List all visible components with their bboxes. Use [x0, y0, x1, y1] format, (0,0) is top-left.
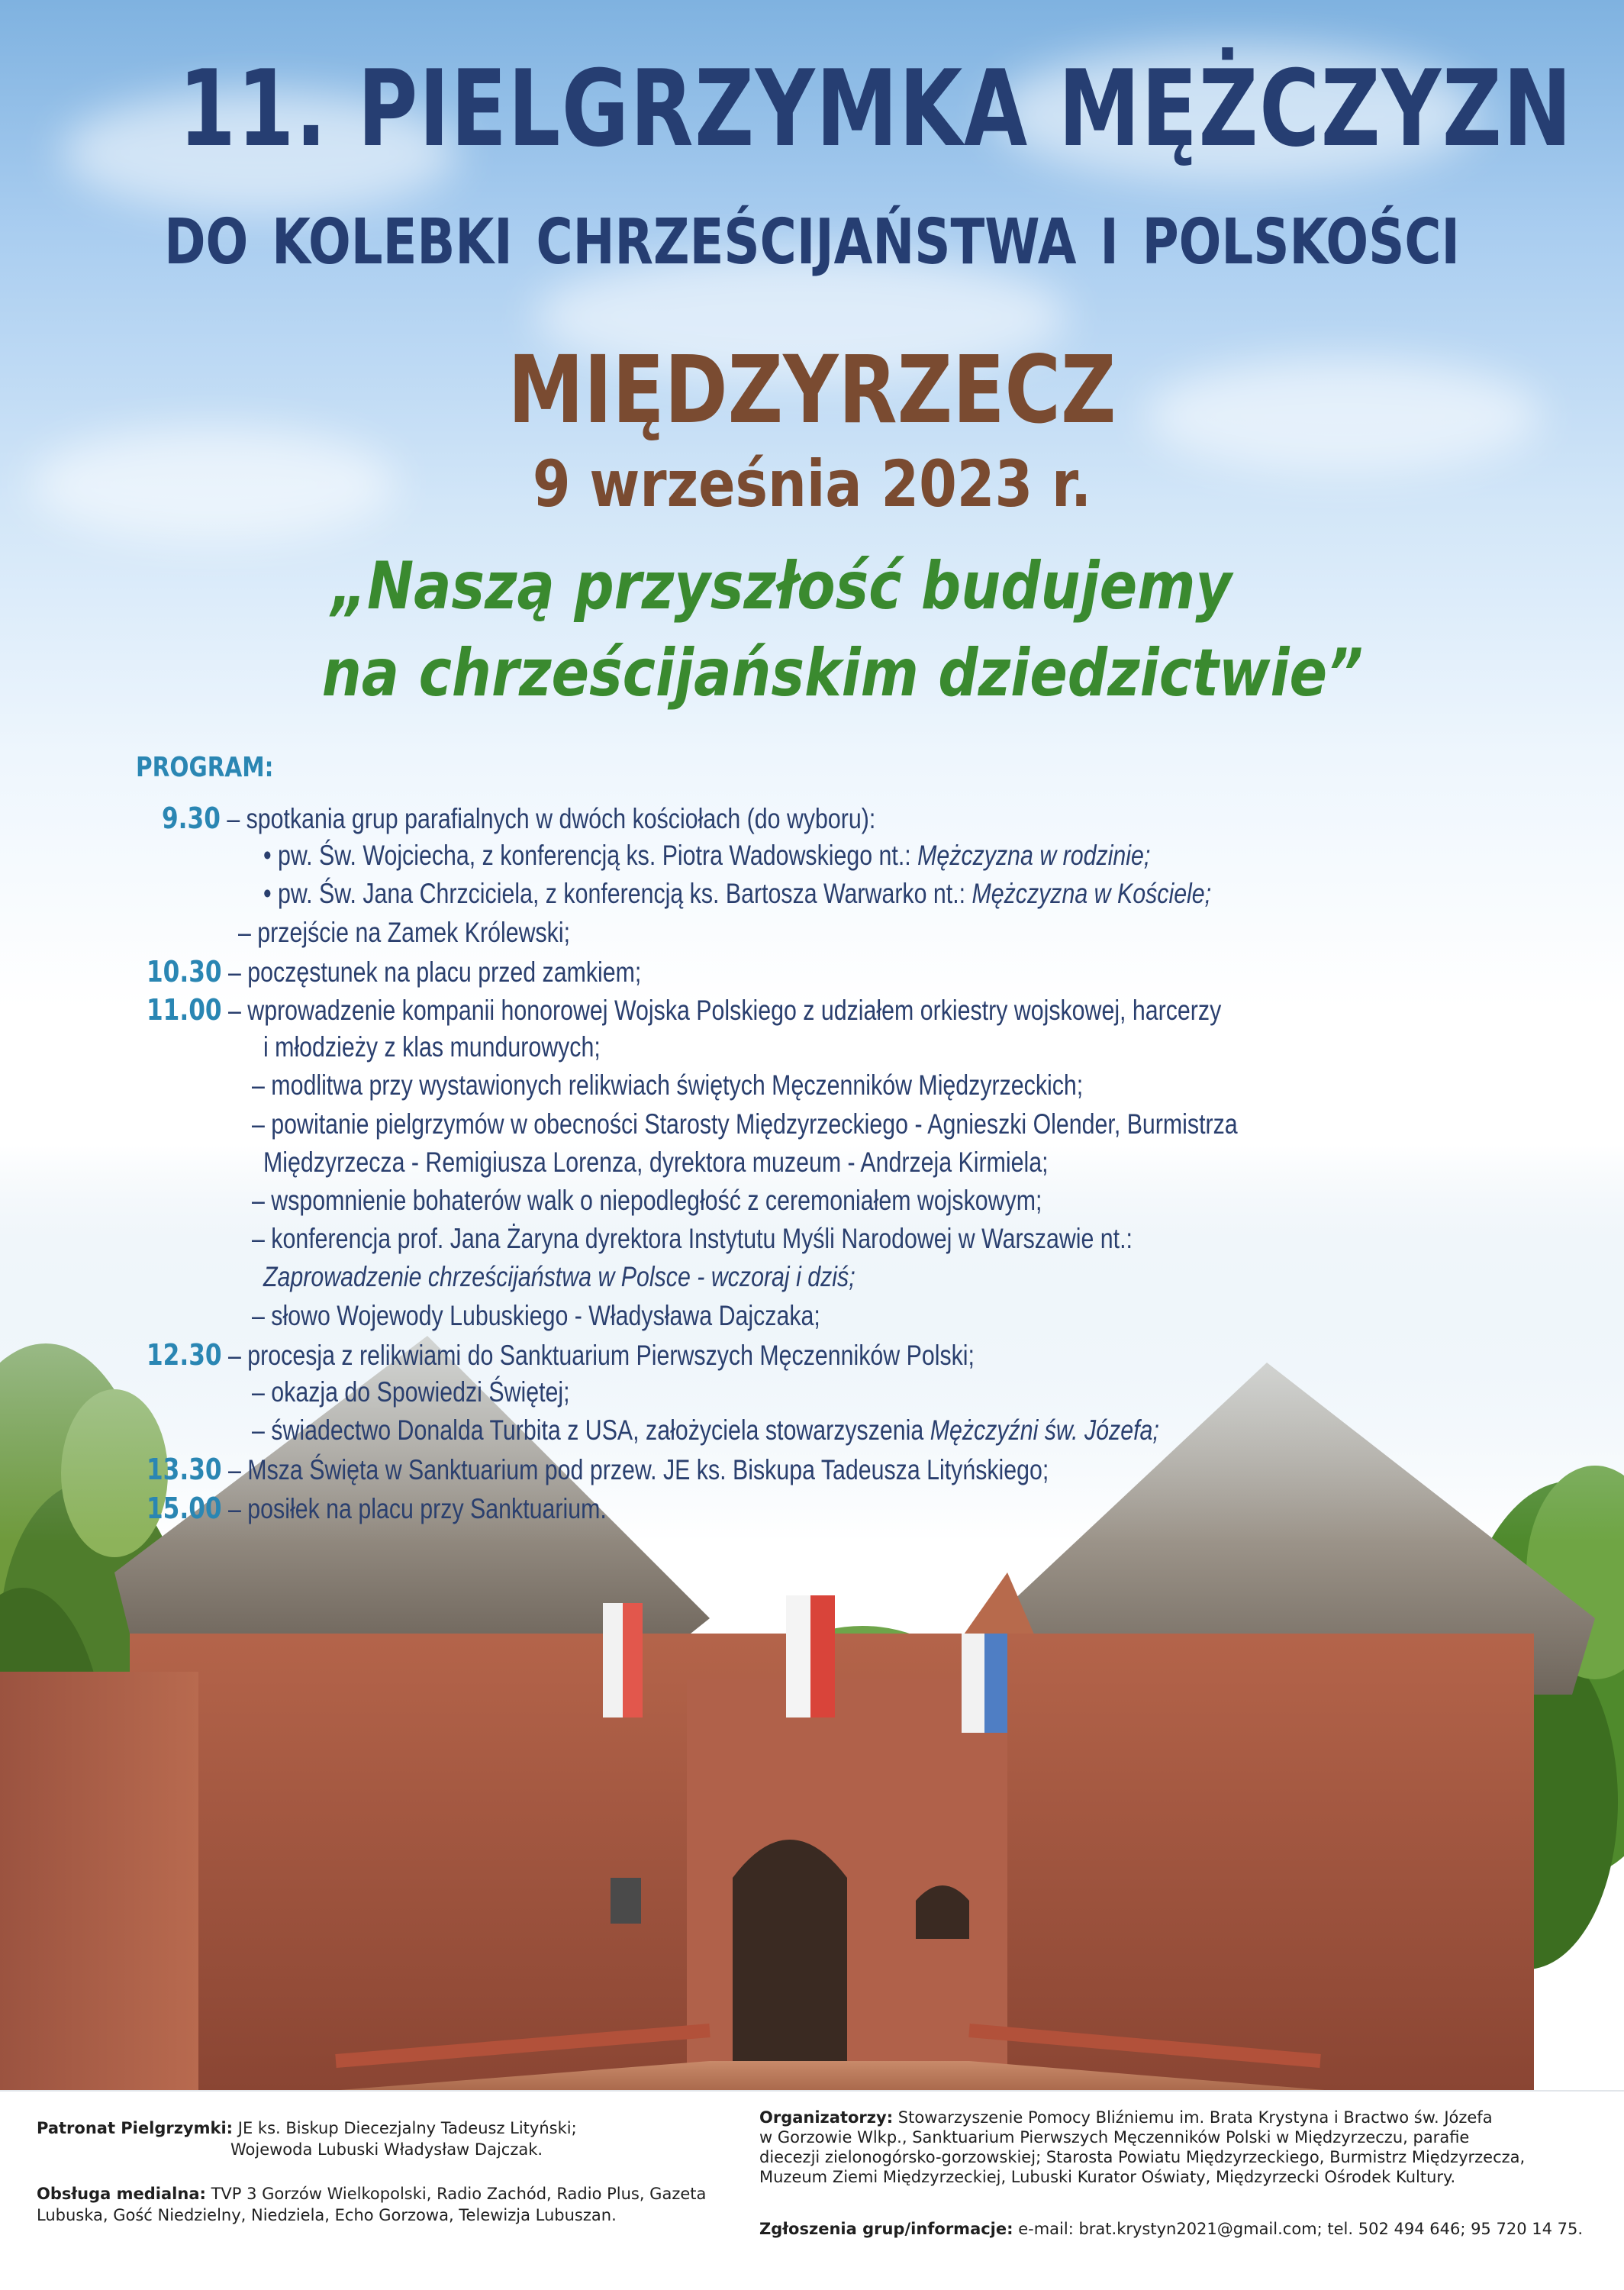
motto-line-1: „Naszą przyszłość budujemy: [330, 548, 1232, 624]
program-text: – spotkania grup parafialnych w dwóch kościołach (do wyboru):: [220, 803, 876, 834]
event-date: 9 września 2023 r.: [532, 447, 1092, 521]
program-row: [252, 1376, 570, 1408]
program-text: – wspomnienie bohaterów walk o niepodległość z ceremoniałem wojskowym;: [252, 1185, 1042, 1216]
program-row: [252, 1108, 1238, 1140]
program-row: [147, 1453, 1049, 1486]
program-row: [263, 1031, 601, 1063]
program-text: – modlitwa przy wystawionych relikwiach świętych Męczenników Międzyrzeckich;: [252, 1069, 1084, 1101]
program-title: PROGRAM:: [136, 752, 274, 783]
program-text: – wprowadzenie kompanii honorowej Wojska Polskiego z udziałem orkiestry wojskowej, harcerzy: [221, 995, 1222, 1026]
organizers-label: Organizatorzy:: [759, 2108, 894, 2127]
organizers-line-1: Stowarzyszenie Pomocy Bliźniemu im. Brata Krystyna i Bractwo św. Józefa: [897, 2108, 1493, 2127]
program-text: – procesja z relikwiami do Sanktuarium Pierwszych Męczenników Polski;: [221, 1340, 975, 1371]
program-row: [162, 802, 875, 835]
program-time: 13.30: [147, 1453, 222, 1486]
organizers-line-3: diecezji zielonogórsko-gorzowskiej; Starosta Powiatu Międzyrzeckiego, Burmistrz Międzyrzecza,: [759, 2148, 1526, 2166]
program-topic: Mężczyzna w Kościele;: [972, 878, 1212, 909]
place-name: MIĘDZYRZECZ: [508, 336, 1116, 444]
gate-arch: [733, 1840, 847, 2092]
program-time: 10.30: [147, 955, 222, 989]
program-text: – powitanie pielgrzymów w obecności Starosty Międzyrzeckiego - Agnieszki Olender, Burmistrza: [252, 1108, 1238, 1140]
program-time: 12.30: [147, 1338, 222, 1372]
media-line-1: TVP 3 Gorzów Wielkopolski, Radio Zachód, Radio Plus, Gazeta: [211, 2185, 707, 2203]
program-row: [238, 917, 570, 949]
program-time: 9.30: [162, 802, 221, 835]
program-text: – przejście na Zamek Królewski;: [238, 917, 571, 948]
contact-info: e-mail: brat.krystyn2021@gmail.com; tel. 502 494 646; 95 720 14 75.: [1018, 2220, 1584, 2238]
organizers: [759, 2107, 1493, 2128]
page-title: 11. PIELGRZYMKA MĘŻCZYZN: [179, 47, 1574, 170]
program-text: – posiłek na placu przy Sanktuarium.: [221, 1493, 607, 1524]
organizers-line-4: Muzeum Ziemi Międzyrzeckiej, Lubuski Kurator Oświaty, Międzyrzecki Ośrodek Kultury.: [759, 2168, 1456, 2186]
contact: [759, 2218, 1583, 2240]
patronat-line-2: Wojewoda Lubuski Władysław Dajczak.: [230, 2140, 543, 2159]
patronat-line-1: JE ks. Biskup Diecezjalny Tadeusz Lityński;: [237, 2119, 577, 2137]
program-row: [263, 840, 1150, 872]
patronat-label: Patronat Pielgrzymki:: [37, 2119, 234, 2137]
program-row: [147, 1338, 975, 1372]
program-text: – Msza Święta w Sanktuarium pod przew. JE ks. Biskupa Tadeusza Lityńskiego;: [221, 1454, 1049, 1485]
program-row: [252, 1300, 820, 1332]
media: [37, 2183, 706, 2205]
program-row: [147, 955, 641, 989]
program-text: – poczęstunek na placu przed zamkiem;: [221, 956, 642, 988]
program-time: 11.00: [147, 993, 222, 1027]
organizers-line-2: w Gorzowie Wlkp., Sanktuarium Pierwszych Męczenników Polski w Międzyrzeczu, parafie: [759, 2128, 1470, 2146]
program-row: [147, 1492, 607, 1525]
program-text: Międzyrzecza - Remigiusza Lorenza, dyrektora muzeum - Andrzeja Kirmiela;: [263, 1147, 1049, 1178]
program-text: – okazja do Spowiedzi Świętej;: [252, 1376, 570, 1408]
page-subtitle: DO KOLEBKI CHRZEŚCIJAŃSTWA I POLSKOŚCI: [164, 206, 1460, 279]
program-row: [252, 1414, 1159, 1447]
media-line-2: Lubuska, Gość Niedzielny, Niedziela, Echo Gorzowa, Telewizja Lubuszan.: [37, 2206, 617, 2224]
program-row: [252, 1069, 1083, 1101]
program-text: – słowo Wojewody Lubuskiego - Władysława Dajczaka;: [252, 1300, 820, 1331]
program-text: – konferencja prof. Jana Żaryna dyrektora Instytutu Myśli Narodowej w Warszawie nt.:: [252, 1223, 1133, 1254]
program-topic: Mężczyźni św. Józefa;: [930, 1414, 1159, 1446]
contact-label: Zgłoszenia grup/informacje:: [759, 2220, 1013, 2238]
program-row: [252, 1223, 1133, 1255]
program-topic: Zaprowadzenie chrześcijaństwa w Polsce - wczoraj i dziś;: [263, 1261, 856, 1292]
program-text: – świadectwo Donalda Turbita z USA, założyciela stowarzyszenia: [252, 1414, 930, 1446]
program-time: 15.00: [147, 1492, 222, 1525]
program-topic: Mężczyzna w rodzinie;: [917, 840, 1151, 871]
program-text: i młodzieży z klas mundurowych;: [263, 1031, 601, 1063]
footer: [0, 2090, 1624, 2290]
program-text: • pw. Św. Wojciecha, z konferencją ks. Piotra Wadowskiego nt.:: [263, 840, 918, 871]
program-row: [263, 1147, 1049, 1179]
patronat: [37, 2117, 577, 2139]
media-label: Obsługa medialna:: [37, 2185, 206, 2203]
program-row: [263, 1261, 856, 1293]
program-row: [147, 993, 1221, 1027]
motto-line-2: na chrześcijańskim dziedzictwie”: [321, 635, 1364, 711]
program-row: [252, 1185, 1042, 1217]
program-row: [263, 878, 1211, 910]
program-text: • pw. Św. Jana Chrzciciela, z konferencją ks. Bartosza Warwarko nt.:: [263, 878, 972, 909]
